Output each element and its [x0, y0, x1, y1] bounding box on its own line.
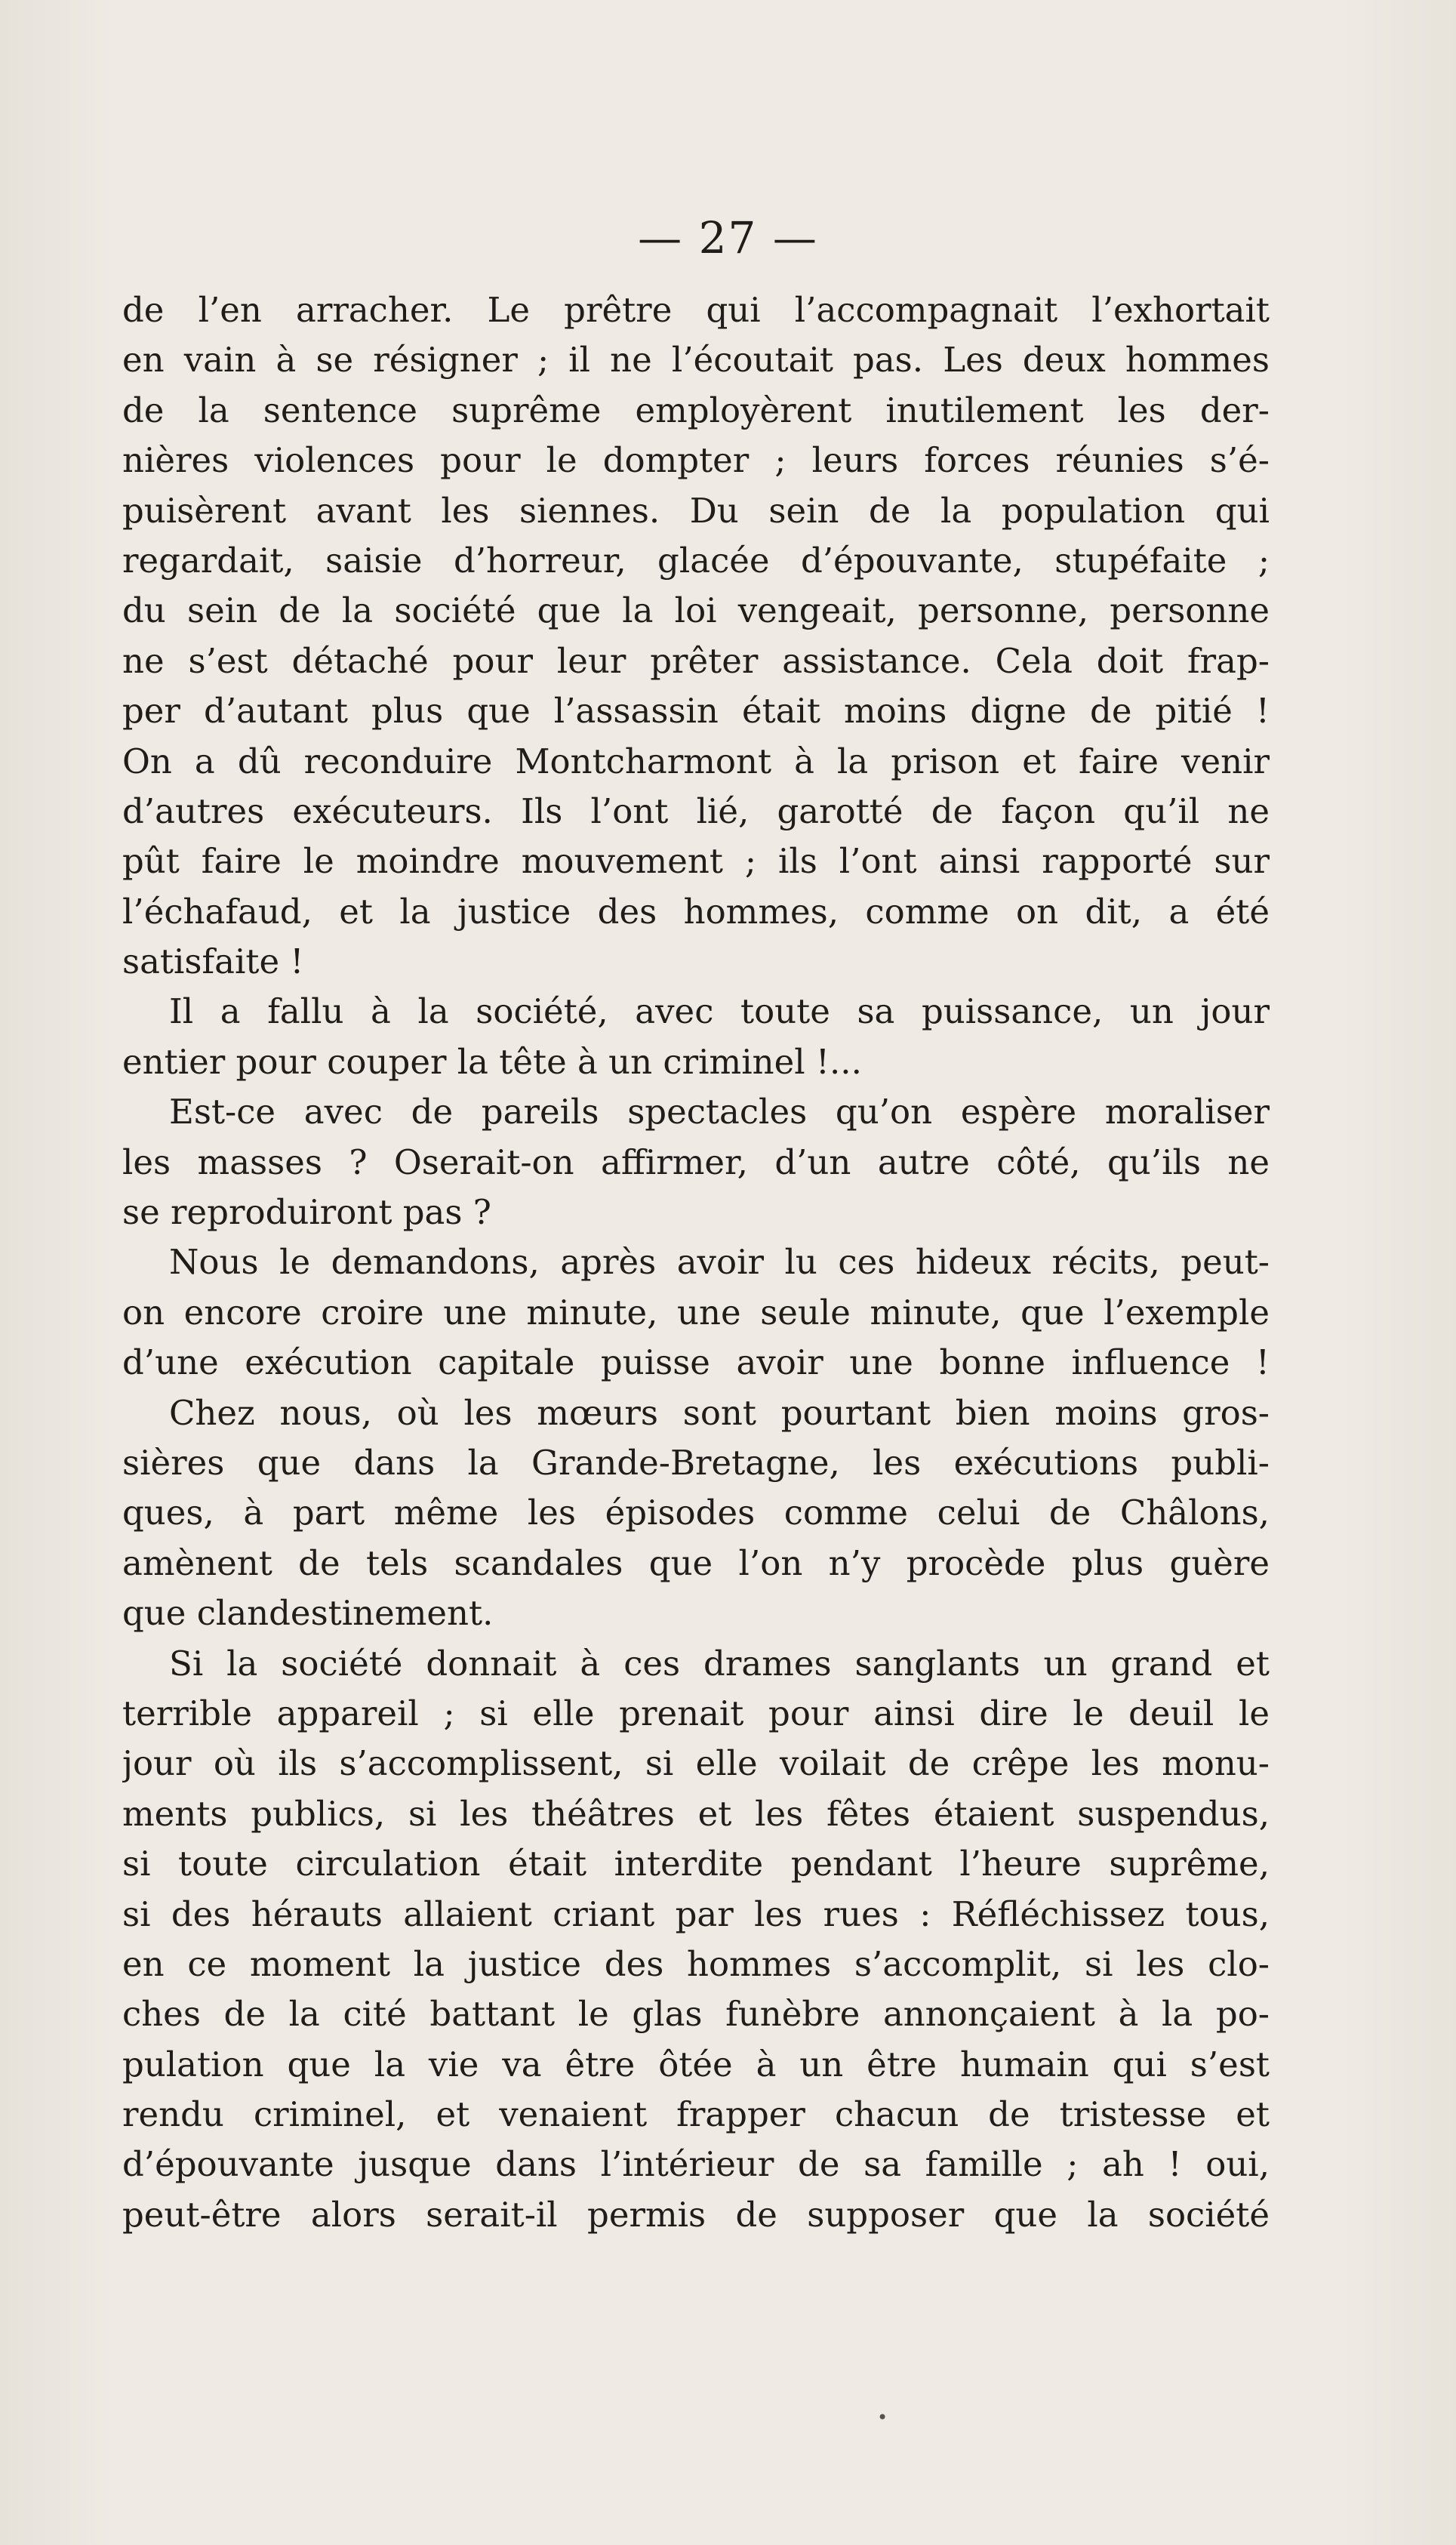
text-line: du sein de la société que la loi vengeait, personne, personne [122, 590, 1270, 631]
text-line: satisfaite ! [122, 941, 304, 982]
text-line: terrible appareil ; si elle prenait pour ainsi dire le deuil le [122, 1693, 1270, 1733]
text-line: jour où ils s’accomplissent, si elle voilait de crêpe les monu- [122, 1743, 1270, 1784]
page-number: — 27 — [638, 212, 818, 263]
text-line: on encore croire une minute, une seule minute, que l’exemple [122, 1292, 1270, 1333]
text-line: Chez nous, où les mœurs sont pourtant bien moins gros- [169, 1392, 1270, 1433]
body-text [122, 285, 1270, 2240]
text-line: regardait, saisie d’horreur, glacée d’épouvante, stupéfaite ; [122, 540, 1270, 581]
text-line: ments publics, si les théâtres et les fêtes étaient suspendus, [122, 1793, 1270, 1834]
text-line: Nous le demandons, après avoir lu ces hideux récits, peut- [169, 1242, 1270, 1283]
text-line: rendu criminel, et venaient frapper chacun de tristesse et [122, 2094, 1270, 2135]
text-line: si toute circulation était interdite pendant l’heure suprême, [122, 1844, 1270, 1884]
text-line: amènent de tels scandales que l’on n’y procède plus guère [122, 1542, 1270, 1583]
text-line: l’échafaud, et la justice des hommes, comme on dit, a été [122, 891, 1270, 932]
text-line: se reproduiront pas ? [122, 1192, 491, 1233]
text-line: Si la société donnait à ces drames sanglants un grand et [169, 1643, 1270, 1684]
text-line: en ce moment la justice des hommes s’accomplit, si les clo- [122, 1943, 1270, 1984]
text-line: ques, à part même les épisodes comme celui de Châlons, [122, 1493, 1270, 1533]
text-line: On a dû reconduire Montcharmont à la prison et faire venir [122, 741, 1270, 781]
text-line: d’autres exécuteurs. Ils l’ont lié, garotté de façon qu’il ne [122, 790, 1270, 831]
text-line: nières violences pour le dompter ; leurs forces réunies s’é- [122, 440, 1270, 481]
text-line: pulation que la vie va être ôtée à un être humain qui s’est [122, 2044, 1270, 2084]
text-line: Est-ce avec de pareils spectacles qu’on espère moraliser [169, 1092, 1270, 1132]
text-line: Il a fallu à la société, avec toute sa puissance, un jour [169, 991, 1270, 1032]
text-line: que clandestinement. [122, 1593, 494, 1634]
text-line: en vain à se résigner ; il ne l’écoutait pas. Les deux hommes [122, 340, 1270, 381]
text-line: les masses ? Oserait-on affirmer, d’un autre côté, qu’ils ne [122, 1142, 1270, 1182]
text-line: pût faire le moindre mouvement ; ils l’ont ainsi rapporté sur [122, 841, 1270, 882]
text-line: entier pour couper la tête à un criminel !... [122, 1041, 862, 1082]
text-line: ne s’est détaché pour leur prêter assistance. Cela doit frap- [122, 640, 1270, 681]
text-line: de l’en arracher. Le prêtre qui l’accompagnait l’exhortait [122, 290, 1270, 330]
text-line: peut-être alors serait-il permis de supposer que la société [122, 2194, 1270, 2235]
text-line: de la sentence suprême employèrent inutilement les der- [122, 390, 1270, 430]
text-line: sières que dans la Grande-Bretagne, les exécutions publi- [122, 1442, 1270, 1483]
text-line: per d’autant plus que l’assassin était moins digne de pitié ! [122, 691, 1270, 732]
text-line: puisèrent avant les siennes. Du sein de la population qui [122, 490, 1270, 531]
text-line: d’épouvante jusque dans l’intérieur de sa famille ; ah ! oui, [122, 2144, 1270, 2185]
text-line: ches de la cité battant le glas funèbre annonçaient à la po- [122, 1994, 1270, 2035]
ink-speck: • [877, 2407, 888, 2428]
text-line: si des hérauts allaient criant par les rues : Réfléchissez tous, [122, 1893, 1270, 1934]
text-line: d’une exécution capitale puisse avoir une bonne influence ! [122, 1342, 1270, 1383]
